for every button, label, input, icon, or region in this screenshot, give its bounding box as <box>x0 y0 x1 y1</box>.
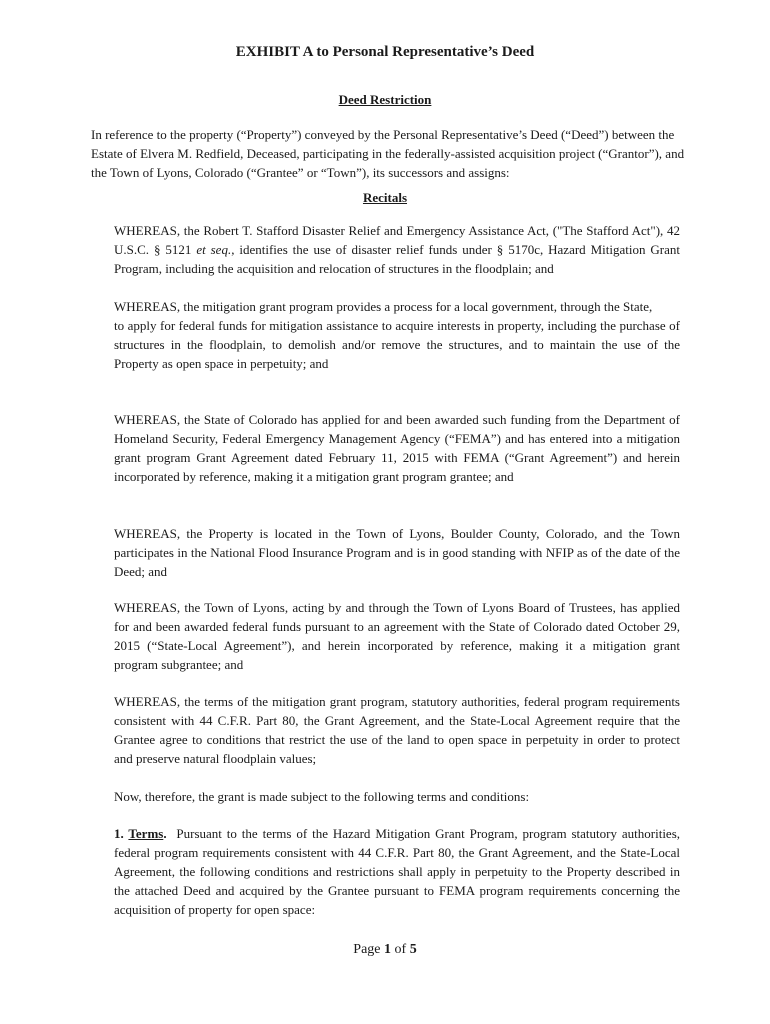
recital-property-location: WHEREAS, the Property is located in the Town of Lyons, Boulder County, Colorado, and the Town participates in the National Flood Insurance Program and is in good standing with NFIP as of the date of the Deed; and <box>114 526 680 579</box>
recital-town-of-lyons: WHEREAS, the Town of Lyons, acting by and through the Town of Lyons Board of Trustees, has applied for and been awarded federal funds pursuant to an agreement with the State of Colorado dated October 29, 2015 (“State-Local Agreement”), and herein incorporated by reference, making it a mitigation grant program subgrantee; and <box>114 600 680 672</box>
intro-paragraph: In reference to the property (“Property”) conveyed by the Personal Representative’s Deed (“Deed”) between the Estate of Elvera M. Redfield, Deceased, participating in the federally-assisted acquisition project (“Grantor”), and the Town of Lyons, Colorado (“Grantee” or “Town”), its successors and assigns: <box>91 127 685 180</box>
recital-stafford-text-a: WHEREAS, the Robert T. Stafford Disaster Relief and Emergency Assistance Act, ("The Stafford Act"), 42 U.S.C. § 5121 <box>114 223 680 257</box>
recital-mitigation-line-2: to apply for federal funds for mitigation assistance to acquire interests in property, including the purchase of structures in the floodplain, to demolish and/or remove the structures, and to maintain the use of the Property as open space in perpetuity; and <box>114 318 680 371</box>
now-therefore-paragraph: Now, therefore, the grant is made subject to the following terms and conditions: <box>114 789 530 804</box>
terms-text: Pursuant to the terms of the Hazard Mitigation Grant Program, program statutory authorities, federal program requirements consistent with 44 C.F.R. Part 80, the Grant Agreement, and the State-Local Agreement, the following conditions and restrictions shall apply in perpetuity to the Property described in the attached Deed and acquired by the Grantee pursuant to FEMA program requirements concerning the acquisition of property for open space: <box>114 826 681 917</box>
recitals-heading: Recitals <box>362 190 408 205</box>
page-current: 1 <box>384 942 392 957</box>
page-number <box>0 942 770 958</box>
terms-word: Terms <box>128 826 164 841</box>
terms-section <box>114 824 680 919</box>
recital-colorado-funding: WHEREAS, the State of Colorado has applied for and been awarded such funding from the Department of Homeland Security, Federal Emergency Management Agency (“FEMA”) and has entered into a mitigation grant program Grant Agreement dated February 11, 2015 with FEMA (“Grant Agreement”) and herein incorporated by reference, making it a mitigation grant program grantee; and <box>114 412 680 484</box>
document-title: EXHIBIT A to Personal Representative’s Deed <box>235 44 535 60</box>
terms-label <box>114 826 167 841</box>
terms-dot: . <box>163 826 167 841</box>
page-label: Page <box>353 942 385 957</box>
recital-terms-requirements: WHEREAS, the terms of the mitigation grant program, statutory authorities, federal program requirements consistent with 44 C.F.R. Part 80, the Grant Agreement, and the State-Local Agreement require that the Grantee agree to conditions that restrict the use of the land to open space in perpetuity in order to protect and preserve natural floodplain values; <box>114 694 680 766</box>
deed-restriction-heading: Deed Restriction <box>338 92 432 107</box>
recital-stafford-et-seq: et seq. <box>196 242 232 257</box>
recital-stafford-text-b: , identifies the use of disaster relief funds under § 5170c, Hazard Mitigation Grant Program, including the acquisition and relocation of structures in the floodplain; and <box>114 242 680 276</box>
recital-mitigation-line-1: WHEREAS, the mitigation grant program provides a process for a local government, through the State, <box>114 299 653 314</box>
page-total: 5 <box>409 942 417 957</box>
recital-mitigation-process <box>114 297 680 373</box>
recital-stafford-act <box>114 221 680 278</box>
terms-number: 1. <box>114 826 129 841</box>
page-of: of <box>391 942 410 957</box>
